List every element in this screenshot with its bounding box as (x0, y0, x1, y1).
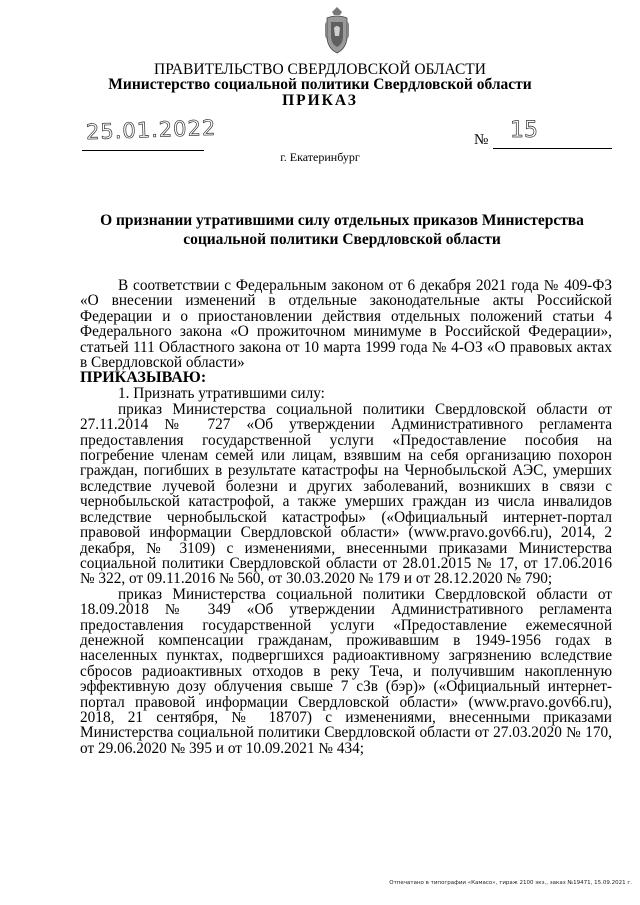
ministry-name: Министерство социальной политики Свердловской области (108, 76, 532, 93)
number-sign: № (474, 132, 489, 148)
command-heading: ПРИКАЗЫВАЮ: (80, 369, 207, 387)
item-1-heading: 1. Признать утратившими силу: (118, 385, 325, 403)
government-name: ПРАВИТЕЛЬСТВО СВЕРДЛОВСКОЙ ОБЛАСТИ (154, 61, 486, 78)
coat-of-arms-icon (324, 6, 350, 54)
city-label: г. Екатеринбург (280, 150, 360, 164)
handwritten-number: 15 (510, 118, 538, 143)
document-body (80, 278, 612, 756)
handwritten-date: 25.01.2022 (85, 115, 217, 145)
document-type: ПРИКАЗ (282, 92, 358, 109)
revoked-order-2: приказ Министерства социальной политики Свердловской области от 18.09.2018 № 349 «Об утверждении Административного регламента предоставления государственной услуги «Предоставление ежемесячной денежной компенсации гражданам, проживавшим в 1949-1956 годах в населенных пунктах, подвергшихся радиоактивному загрязнению вследствие сбросов радиоактивных отходов в реку Теча, и получившим накопленную эффективную дозу облучения свыше 7 сЗв (бэр)» («Официальный интернет-портал правовой информации Свердловской области» (www.pravo.gov66.ru), 2018, 21 сентября, № 18707) с изменениями, внесенными приказами Министерства социальной политики Свердловской области от 27.03.2020 № 170, от 29.06.2020 № 395 и от 10.09.2021 № 434; (80, 585, 612, 757)
document-title: О признании утратившими силу отдельных приказов Министерства социальной политики Свердловской области (100, 212, 584, 248)
intro-paragraph: В соответствии с Федеральным законом от 6 декабря 2021 года № 409-ФЗ «О внесении изменений в отдельные законодательные акты Российской Федерации и о приостановлении действия отдельных положений статьи 4 Федерального закона «О прожиточном минимуме в Российской Федерации», статьей 111 Областного закона от 10 марта 1999 года № 4-ОЗ «О правовых актах в Свердловской области» (80, 277, 612, 372)
revoked-order-1: приказ Министерства социальной политики Свердловской области от 27.11.2014 № 727 «Об утверждении Административного регламента предоставления государственной услуги «Предоставление пособия на погребение членам семей или лицам, взявшим на себя организацию похорон граждан, погибших в результате катастрофы на Чернобыльской АЭС, умерших вследствие лучевой болезни и других заболеваний, возникших в связи с чернобыльской катастрофой, а также умерших граждан из числа инвалидов вследствие чернобыльской катастрофы» («Официальный интернет-портал правовой информации Свердловской области» (www.pravo.gov66.ru), 2014, 2 декабря, № 3109) с изменениями, внесенными приказами Министерства социальной политики Свердловской области от 28.01.2015 № 17, от 17.06.2016 № 322, от 09.11.2016 № 560, от 30.03.2020 № 179 и от 28.12.2020 № 790; (80, 400, 612, 588)
print-footer: Отпечатано в типографии «Камасо», тираж 2100 экз., заказ №19471, 15.09.2021 г. (389, 880, 632, 886)
